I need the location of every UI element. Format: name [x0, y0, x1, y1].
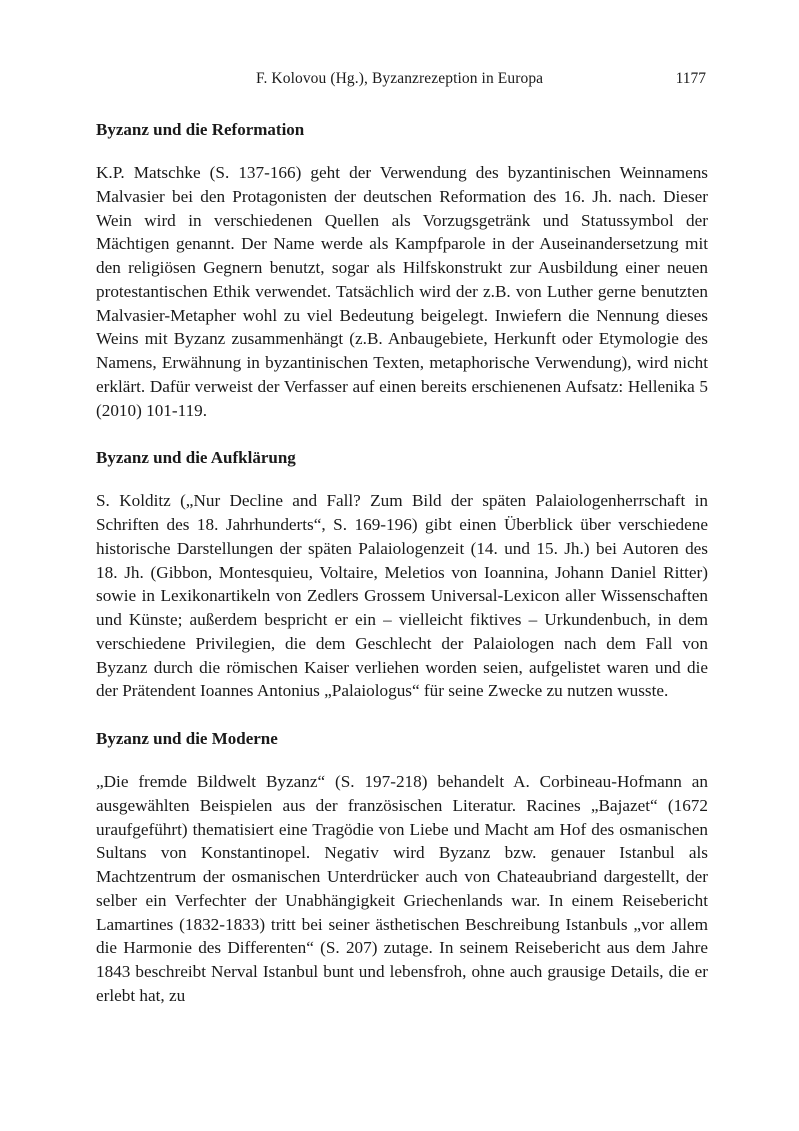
- section-paragraph: S. Kolditz („Nur Decline and Fall? Zum Bild der späten Palaiologenherrschaft in Schriften des 18. Jahrhunderts“, S. 169-196) gibt einen Überblick über verschiedene historische Darstellungen der späten Palaiologenzeit (14. und 15. Jh.) bei Autoren des 18. Jh. (Gibbon, Montesquieu, Voltaire, Meletios von Ioannina, Johann Daniel Ritter) sowie in Lexikonartikeln von Zedlers Grossem Universal-Lexicon aller Wissenschaften und Künste; außerdem bespricht er ein – vielleicht fiktives – Urkundenbuch, in dem verschiedene Privilegien, die dem Geschlecht der Palaiologen nach dem Fall von Byzanz durch die römischen Kaiser verliehen worden seien, aufgelistet waren und die der Prätendent Ioannes Antonius „Palaiologus“ für seine Zwecke zu nutzen wusste.: [96, 491, 708, 701]
- section-reformation: [96, 118, 708, 422]
- section-heading: Byzanz und die Aufklärung: [96, 448, 296, 468]
- section-aufklaerung: [96, 446, 708, 703]
- section-paragraph: K.P. Matschke (S. 137-166) geht der Verwendung des byzantinischen Weinnamens Malvasier bei den Protagonisten der deutschen Reformation des 16. Jh. nach. Dieser Wein wird in verschiedenen Quellen als Vorzugsgetränk und Statussymbol der Mächtigen genannt. Der Name werde als Kampfparole in der Auseinandersetzung mit den religiösen Gegnern benutzt, sogar als Hilfskonstrukt zur Ausbildung einer neuen protestantischen Ethik verwendet. Tatsächlich wird der z.B. von Luther gerne benutzten Malvasier-Metapher wohl zu viel Bedeutung beigelegt. Inwiefern die Nennung dieses Weins mit Byzanz zusammenhängt (z.B. Anbaugebiete, Herkunft oder Etymologie des Namens, Erwähnung in byzantinischen Texten, metaphorische Verwendung), wird nicht erklärt. Dafür verweist der Verfasser auf einen bereits erschienenen Aufsatz: Hellenika 5 (2010) 101-119.: [96, 163, 708, 420]
- section-heading: Byzanz und die Reformation: [96, 120, 305, 139]
- document-page: [96, 70, 708, 1008]
- section-paragraph: „Die fremde Bildwelt Byzanz“ (S. 197-218) behandelt A. Corbineau-Hofmann an ausgewählten Beispielen aus der französischen Literatur. Racines „Bajazet“ (1672 uraufgeführt) thematisiert eine Tragödie von Liebe und Macht am Hof des osmanischen Sultans von Konstantinopel. Negativ wird Byzanz bzw. genauer Istanbul als Machtzentrum der osmanischen Unterdrücker auch von Chateaubriand dargestellt, der selber ein Verfechter der Unabhängigkeit Griechenlands war. In einem Reisebericht Lamartines (1832-1833) tritt bei seiner ästhetischen Beschreibung Istanbuls „vor allem die Harmonie des Differenten“ (S. 207) zutage. In seinem Reisebericht aus dem Jahre 1843 beschreibt Nerval Istanbul bunt und lebensfroh, ohne auch grausige Details, die er erlebt hat, zu: [96, 772, 708, 1005]
- running-head: [96, 70, 708, 96]
- page-number: 1177: [675, 70, 706, 87]
- running-title: F. Kolovou (Hg.), Byzanzrezeption in Europa: [256, 70, 544, 87]
- section-moderne: [96, 727, 708, 1008]
- section-heading: Byzanz und die Moderne: [96, 729, 278, 748]
